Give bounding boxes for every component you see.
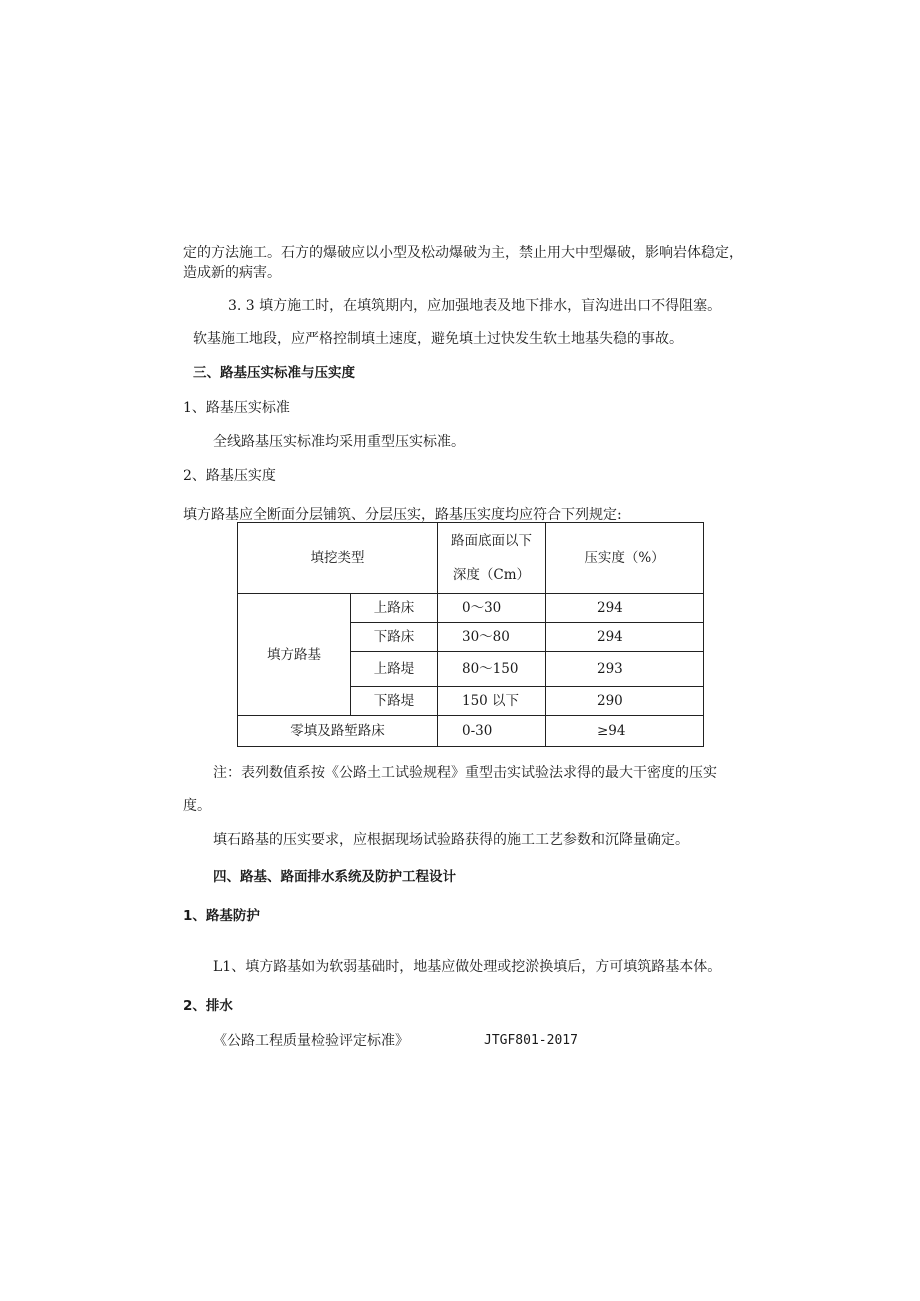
row-name: 上路堤 [351,652,438,687]
header-compaction: 压实度（%） [546,523,704,594]
paragraph-fill-drainage: 3. 3 填方施工时，在填筑期内，应加强地表及地下排水，盲沟进出口不得阻塞。 [228,298,722,314]
paragraph-table-intro: 填方路基应全断面分层铺筑、分层压实，路基压实度均应符合下列规定: [183,507,622,523]
row-name: 上路床 [351,594,438,623]
row-depth: 30～80 [438,623,546,652]
section-heading-3: 三、路基压实标准与压实度 [193,365,355,381]
reference-standard-title: 《公路工程质量检验评定标准》 [213,1033,409,1049]
group-fill-subgrade: 填方路基 [238,594,351,716]
row-depth: 0～30 [438,594,546,623]
paragraph-soft-foundation: L1、填方路基如为软弱基础时，地基应做处理或挖淤换填后，方可填筑路基本体。 [213,959,722,975]
subheading-compaction-degree: 2、路基压实度 [183,468,276,484]
row-compaction: 294 [546,623,704,652]
table-note: 注：表列数值系按《公路土工试验规程》重型击实试验法求得的最大干密度的压实 [213,765,717,781]
header-depth: 路面底面以下 深度（Cm） [438,523,546,594]
row-depth: 80～150 [438,652,546,687]
row-name: 零填及路堑路床 [238,716,438,747]
subheading-compaction-standard: 1、路基压实标准 [183,400,290,416]
row-name: 下路床 [351,623,438,652]
row-compaction: 294 [546,594,704,623]
paragraph-heavy-compaction: 全线路基压实标准均采用重型压实标准。 [213,434,465,450]
reference-standard-code: JTGF801-2017 [484,1033,578,1048]
paragraph-blasting-cont: 造成新的病害。 [183,265,281,281]
row-compaction: ≥94 [546,716,704,747]
row-depth: 150 以下 [438,687,546,716]
row-depth: 0-30 [438,716,546,747]
header-fill-type: 填挖类型 [238,523,438,594]
subheading-subgrade-protection: 1、路基防护 [183,908,260,924]
row-name: 下路堤 [351,687,438,716]
paragraph-blasting: 定的方法施工。石方的爆破应以小型及松动爆破为主，禁止用大中型爆破，影响岩体稳定， [183,245,743,261]
row-compaction: 293 [546,652,704,687]
subheading-drainage: 2、排水 [183,998,233,1014]
row-compaction: 290 [546,687,704,716]
paragraph-soft-ground: 软基施工地段，应严格控制填土速度，避免填土过快发生软土地基失稳的事故。 [193,331,683,347]
compaction-table [237,522,704,747]
table-note-cont: 度。 [183,798,211,814]
paragraph-rockfill: 填石路基的压实要求，应根据现场试验路获得的施工工艺参数和沉降量确定。 [213,832,689,848]
section-heading-4: 四、路基、路面排水系统及防护工程设计 [213,869,456,885]
